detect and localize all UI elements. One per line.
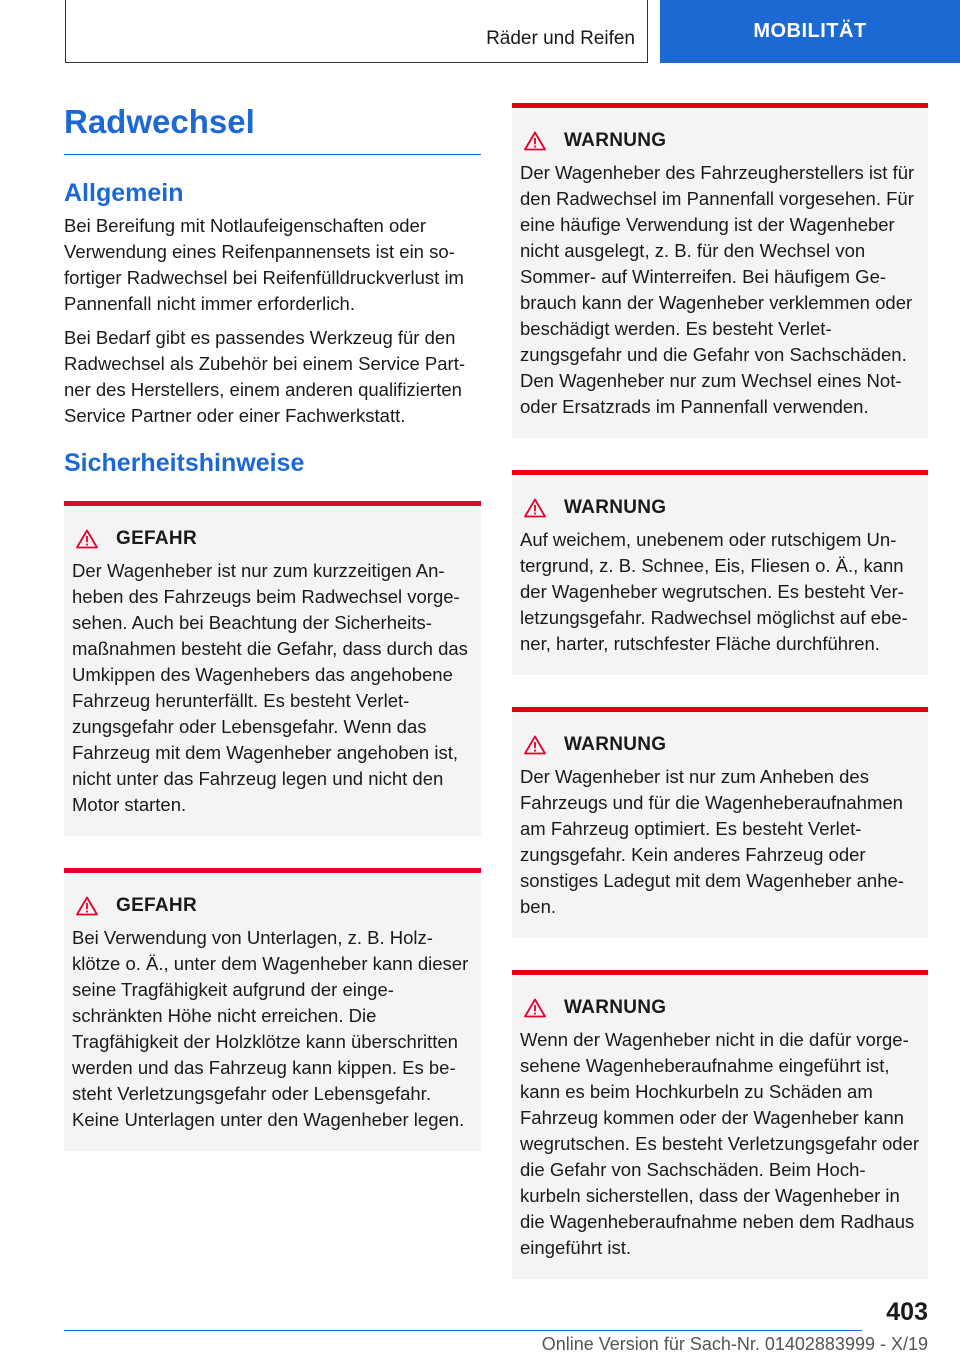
header-section-title: Räder und Reifen (486, 28, 635, 49)
warning-notice (512, 707, 928, 938)
danger-notice (64, 501, 481, 836)
warning-triangle-icon (524, 498, 546, 518)
warning-triangle-icon (76, 896, 98, 916)
notice-label: GEFAHR (116, 528, 197, 549)
page-number: 403 (886, 1298, 928, 1326)
notice-text: Wenn der Wagenheber nicht in die dafür vorgesehene Wagenheberaufnahme eingeführt ist, kann es beim Hochkurbeln zu Schäden am Fahrzeug kommen oder der Wagenheber kann wegrutschen. Es besteht Verletzungsgefahr oder die Gefahr von Sachschäden. Beim Hochkurbeln sicherstellen, dass der Wagenheber in die Wagenheberaufnahme neben dem Radhaus eingeführt ist. (520, 1029, 920, 1258)
right-column (512, 103, 928, 1279)
notice-text: Auf weichem, unebenem oder rutschigem Untergrund, z. B. Schnee, Eis, Fliesen o. Ä., kann der Wagenheber wegrutschen. Es besteht Verletzungsgefahr. Radwechsel möglichst auf ebener, harter, rutschfester Fläche durchführen. (520, 529, 908, 654)
warning-notice (512, 970, 928, 1279)
notice-text: Der Wagenheber ist nur zum Anheben des Fahrzeugs und für die Wagenheberaufnahmen am Fahrzeug optimiert. Es besteht Verletzungsgefahr. Kein anderes Fahrzeug oder sonstiges Ladegut mit dem Wagenheber anheben. (520, 766, 904, 917)
section-heading-general: Allgemein (64, 179, 184, 207)
warning-notice (512, 470, 928, 675)
notice-label: WARNUNG (564, 130, 667, 151)
header-chapter-tab[interactable]: MOBILITÄT (660, 0, 960, 63)
footer-divider (64, 1330, 862, 1331)
notice-text: Der Wagenheber des Fahrzeugherstellers ist für den Radwechsel im Pannenfall vorgesehen. Für eine häufige Verwendung ist der Wagenheber nicht ausgelegt, z. B. für den Wechsel von Sommer- auf Winterreifen. Bei häufigem Gebrauch kann der Wagenheber verklemmen oder beschädigt werden. Es besteht Verletzungsgefahr und die Gefahr von Sachschäden. Den Wagenheber nur zum Wechsel eines Not- oder Ersatzrads im Pannenfall verwenden. (520, 162, 915, 417)
warning-triangle-icon (524, 131, 546, 151)
notice-text: Der Wagenheber ist nur zum kurzzeitigen Anheben des Fahrzeugs beim Radwechsel vorgesehen. Auch bei Beachtung der Sicherheitsmaßnahmen besteht die Gefahr, dass durch das Umkippen des Wagenhebers das angehobene Fahrzeug herunterfällt. Es besteht Verletzungsgefahr oder Lebensgefahr. Wenn das Fahrzeug mit dem Wagenheber angehoben ist, nicht unter das Fahrzeug legen und nicht den Motor starten. (72, 560, 468, 815)
section-heading-safety: Sicherheitshinweise (64, 449, 305, 477)
notice-text: Bei Verwendung von Unterlagen, z. B. Holzklötze o. Ä., unter dem Wagenheber kann dieser seine Tragfähigkeit aufgrund der eingeschränkten Höhe nicht erreichen. Die Tragfähigkeit der Holzklötze kann überschritten werden und das Fahrzeug kann kippen. Es besteht Verletzungsgefahr oder Lebensgefahr. Keine Unterlagen unter den Wagenheber legen. (72, 927, 469, 1130)
notice-label: WARNUNG (564, 497, 667, 518)
warning-triangle-icon (524, 998, 546, 1018)
notice-label: WARNUNG (564, 734, 667, 755)
page-title: Radwechsel (64, 100, 481, 155)
danger-notice (64, 868, 481, 1151)
paragraph: Bei Bedarf gibt es passendes Werkzeug für den Radwechsel als Zubehör bei einem Service Partner des Herstellers, einem anderen qualifizierten Service Partner oder einer Fachwerkstatt. (64, 327, 466, 426)
footer-version-text: Online Version für Sach-Nr. 01402883999 - X/19 (541, 1334, 928, 1354)
paragraph: Bei Bereifung mit Notlaufeigenschaften oder Verwendung eines Reifenpannensets ist ein sofortiger Radwechsel bei Reifenfülldruckverlust im Pannenfall nicht immer erforderlich. (64, 215, 464, 314)
notice-label: WARNUNG (564, 997, 667, 1018)
warning-triangle-icon (524, 735, 546, 755)
left-column (64, 100, 481, 1151)
warning-triangle-icon (76, 529, 98, 549)
warning-notice (512, 103, 928, 438)
notice-label: GEFAHR (116, 895, 197, 916)
